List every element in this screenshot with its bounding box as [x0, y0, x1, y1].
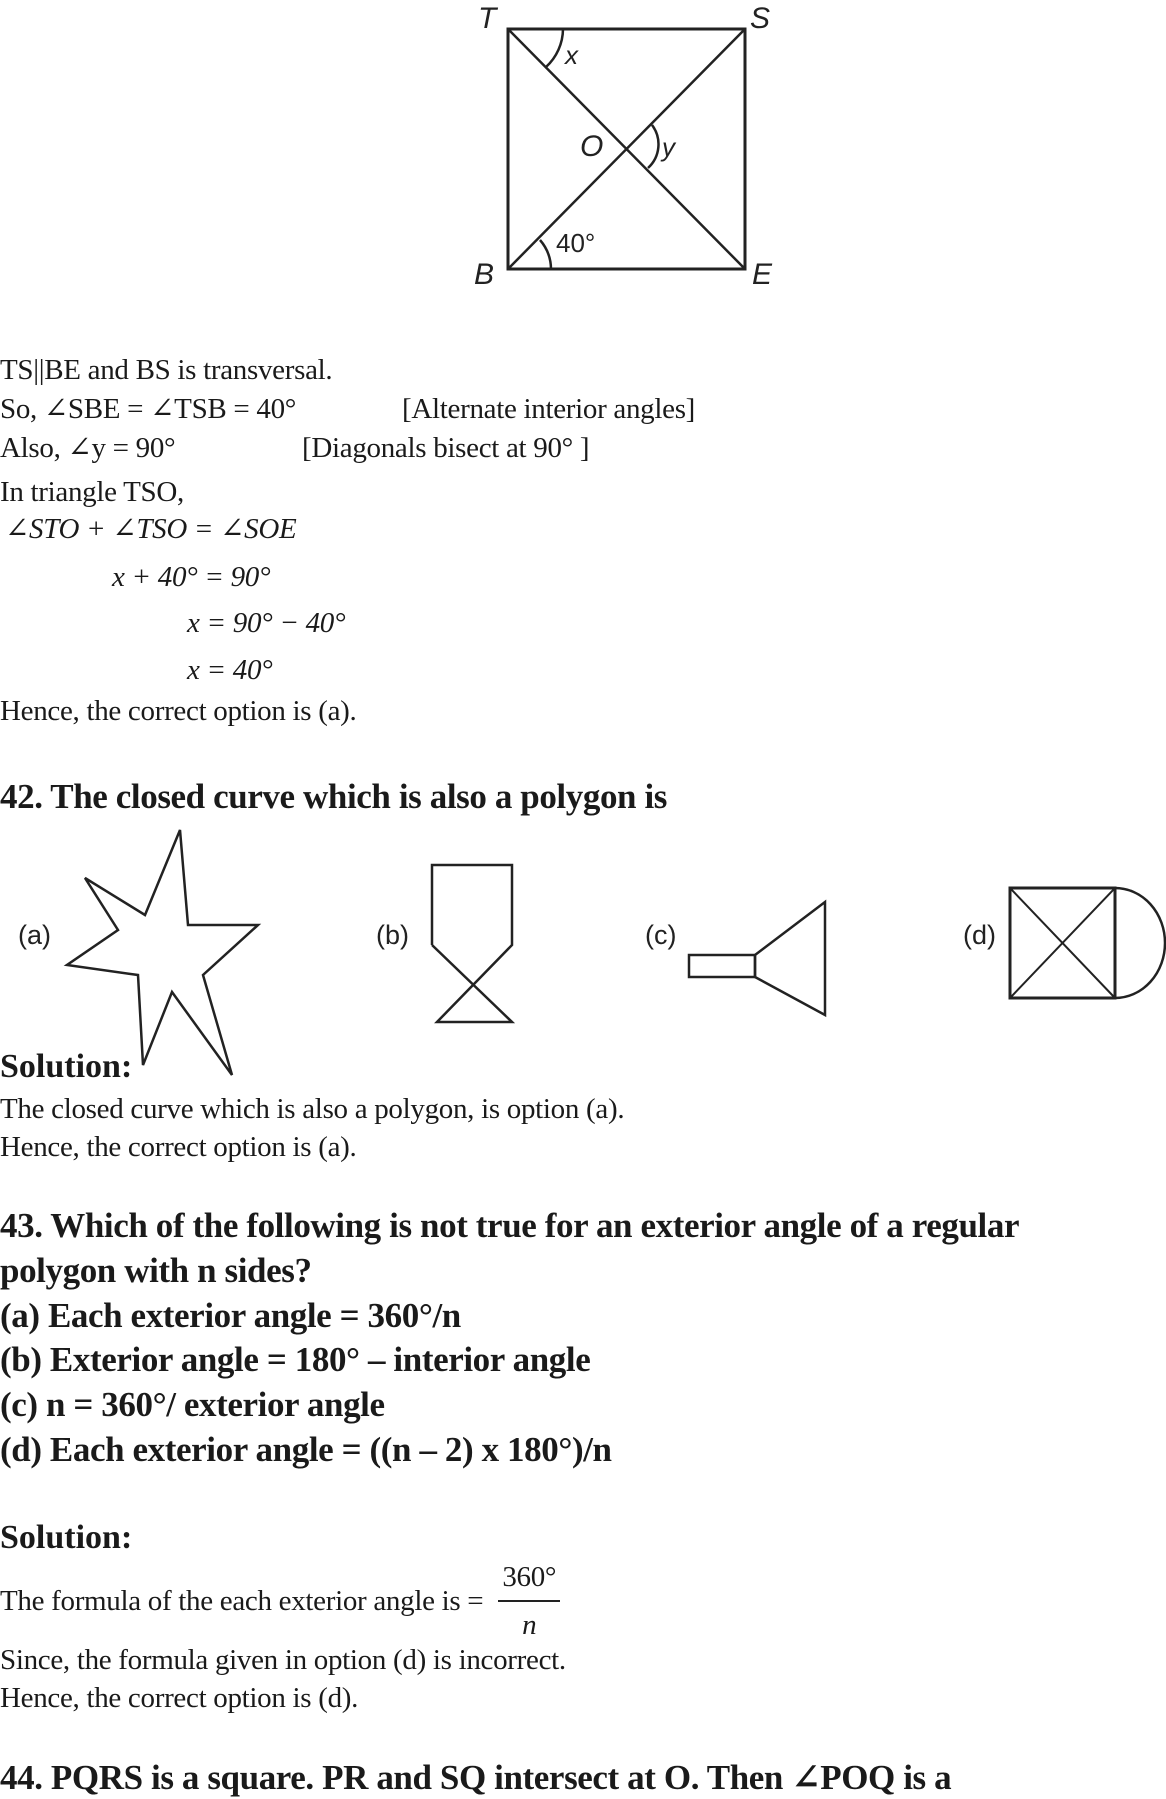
- angle-label-40: 40°: [556, 228, 596, 258]
- formula-denominator: n: [522, 1609, 537, 1641]
- reason-alternate-angles: [Alternate interior angles]: [402, 393, 696, 425]
- angle-label-y: y: [662, 132, 675, 162]
- solution-heading-q42: Solution:: [0, 1048, 133, 1085]
- center-label-o: O: [580, 130, 604, 163]
- equation-step-2: x = 90° − 40°: [187, 607, 346, 639]
- vertex-label-t: T: [478, 2, 497, 35]
- q43-option-b: (b) Exterior angle = 180° – interior angle: [0, 1340, 591, 1379]
- formula-prefix: The formula of the each exterior angle is =: [0, 1585, 484, 1617]
- solution-line-triangle: In triangle TSO,: [0, 476, 184, 508]
- vertex-label-b: B: [474, 258, 495, 291]
- solution-line-y: Also, ∠y = 90°: [0, 432, 176, 464]
- formula-line: [0, 1560, 560, 1642]
- angle-label-x: x: [565, 40, 578, 70]
- solution-line-q43-1: Since, the formula given in option (d) is incorrect.: [0, 1644, 566, 1676]
- solution-line-q43-2: Hence, the correct option is (d).: [0, 1682, 359, 1714]
- solution-line-q42-1: The closed curve which is also a polygon, is option (a).: [0, 1093, 625, 1125]
- q43-option-a: (a) Each exterior angle = 360°/n: [0, 1296, 461, 1335]
- figure-label-a: (a): [18, 920, 51, 950]
- reason-diagonals: [Diagonals bisect at 90° ]: [302, 432, 590, 464]
- figure-label-b: (b): [376, 920, 409, 950]
- figure-label-d: (d): [963, 920, 996, 950]
- q43-option-c: (c) n = 360°/ exterior angle: [0, 1385, 385, 1424]
- vertex-label-e: E: [752, 258, 773, 291]
- solution-line-alternate: So, ∠SBE = ∠TSB = 40°: [0, 393, 297, 425]
- question-44-title: 44. PQRS is a square. PR and SQ intersect at O. Then ∠POQ is a: [0, 1758, 952, 1797]
- formula-fraction: [498, 1560, 560, 1642]
- equation-step-1: x + 40° = 90°: [112, 561, 271, 593]
- question-43-title-line1: 43. Which of the following is not true for an exterior angle of a regular: [0, 1206, 1020, 1245]
- solution-heading-q43: Solution:: [0, 1519, 133, 1556]
- solution-conclusion-q41: Hence, the correct option is (a).: [0, 695, 357, 727]
- question-43-title-line2: polygon with n sides?: [0, 1251, 312, 1290]
- equation-angle-sum: ∠STO + ∠TSO = ∠SOE: [5, 513, 297, 545]
- solution-line-q42-2: Hence, the correct option is (a).: [0, 1131, 357, 1163]
- formula-numerator: 360°: [498, 1560, 560, 1602]
- solution-line-parallel: TS||BE and BS is transversal.: [0, 354, 333, 386]
- question-42-title: 42. The closed curve which is also a polygon is: [0, 777, 668, 816]
- q43-option-d: (d) Each exterior angle = ((n – 2) x 180°)/n: [0, 1430, 612, 1469]
- figure-label-c: (c): [645, 920, 677, 950]
- equation-step-3: x = 40°: [187, 654, 273, 686]
- vertex-label-s: S: [750, 2, 771, 35]
